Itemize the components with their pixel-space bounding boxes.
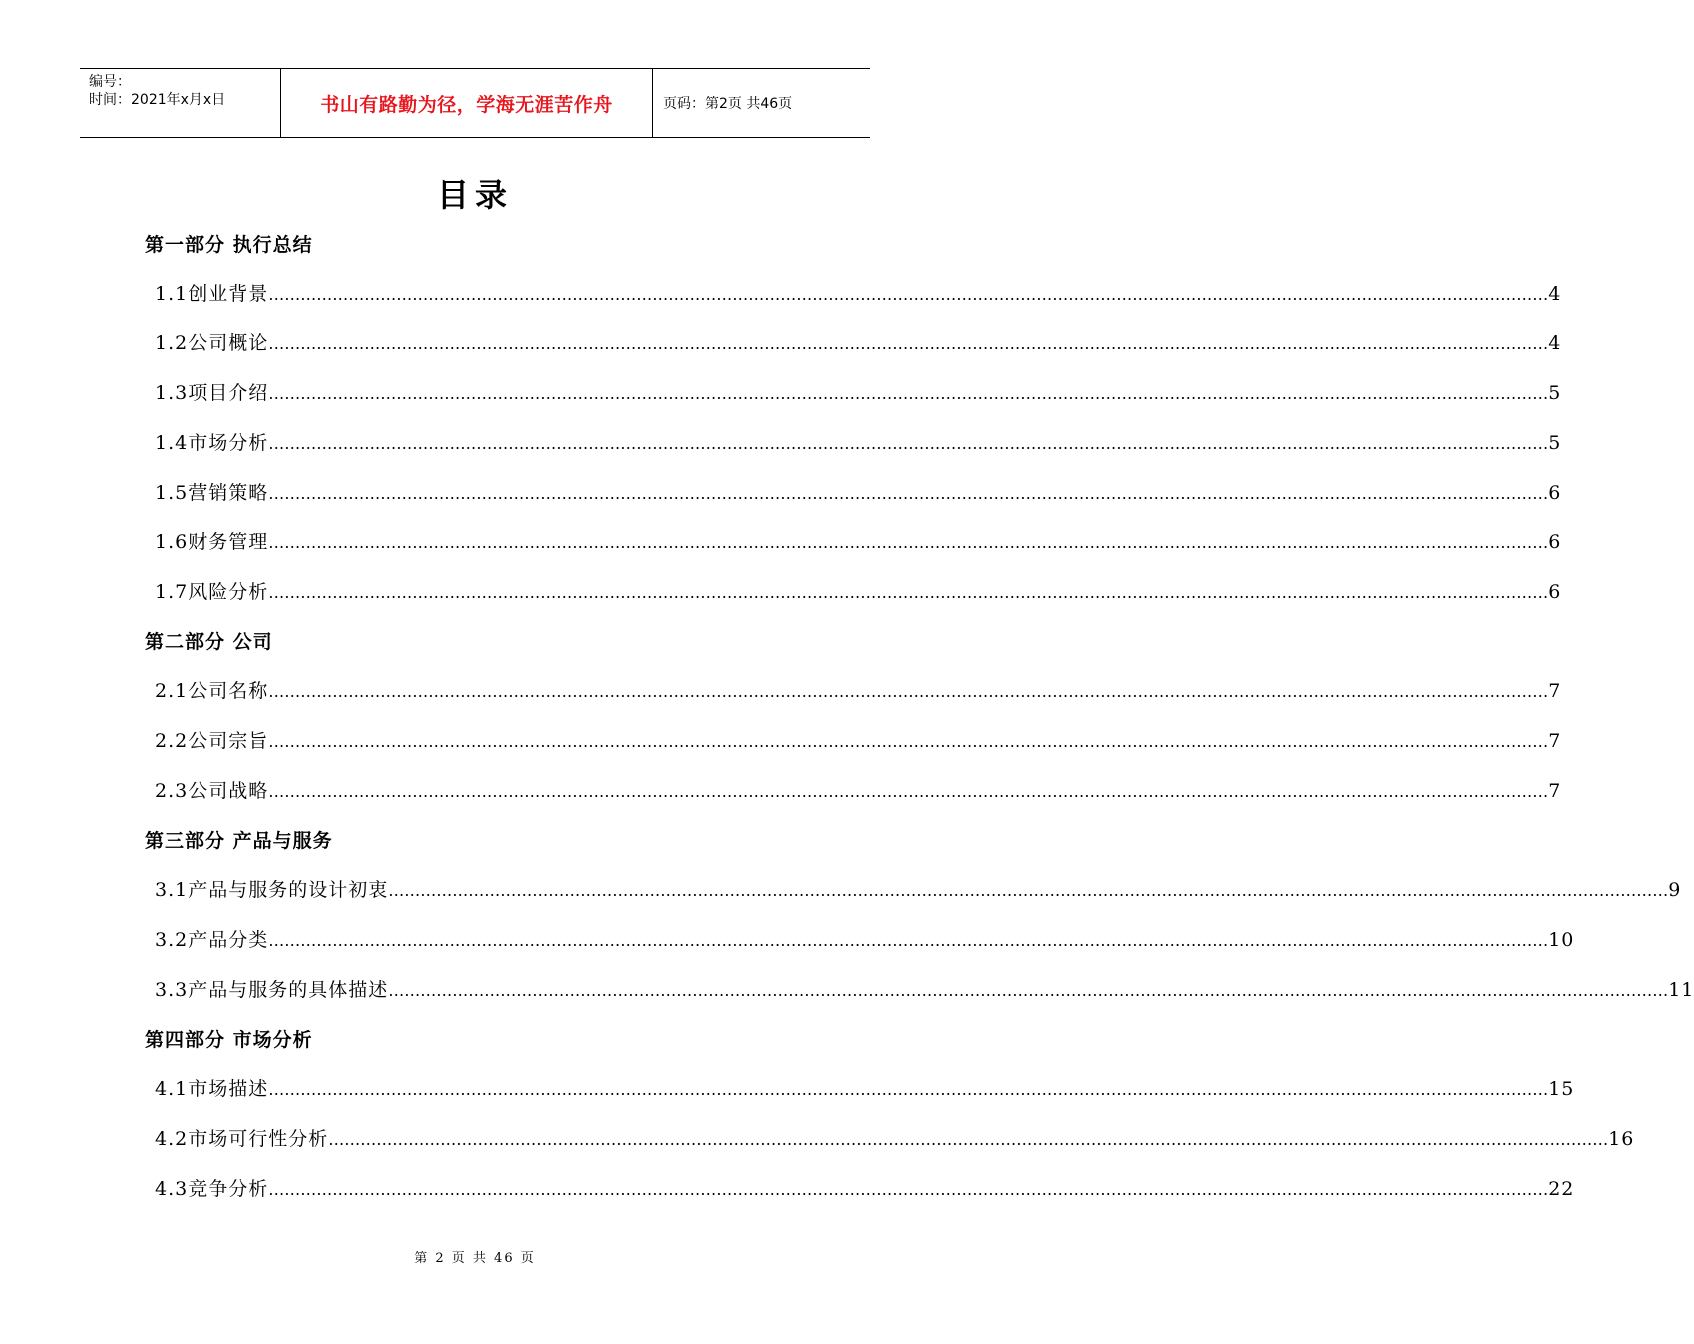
toc-entry-page: 4	[1548, 283, 1562, 305]
toc-entry[interactable]	[155, 925, 1575, 951]
toc-entry-label: 1.3项目介绍	[155, 382, 269, 404]
toc-entry[interactable]	[155, 478, 1562, 504]
toc-entry[interactable]	[155, 1074, 1575, 1100]
toc-entry[interactable]	[155, 776, 1562, 802]
toc-entry[interactable]	[155, 676, 1562, 702]
toc-entry[interactable]	[155, 378, 1562, 404]
toc-entry-page: 16	[1608, 1128, 1635, 1150]
toc-section-heading: 第二部分 公司	[145, 631, 273, 653]
toc-entry-label: 1.2公司概论	[155, 332, 269, 354]
toc-entry-label: 2.2公司宗旨	[155, 730, 269, 752]
toc-entry-page: 5	[1548, 382, 1562, 404]
time-label: 时间：2021年x月x日	[89, 92, 226, 108]
toc-entry-label: 1.6财务管理	[155, 531, 269, 553]
toc-entry-page: 9	[1668, 879, 1682, 901]
toc-leader-dots: ……………………………………………………………………………………………………………………………………………………………………………………………………………………	[268, 484, 1549, 503]
toc-leader-dots: ……………………………………………………………………………………………………………………………………………………………………………………………………………………	[268, 1180, 1549, 1199]
toc-entry-label: 1.1创业背景	[155, 283, 269, 305]
toc-entry-page: 10	[1548, 929, 1575, 951]
toc-leader-dots: ……………………………………………………………………………………………………………………………………………………………………………………………………………………	[268, 285, 1549, 304]
toc-entry[interactable]	[155, 428, 1562, 454]
toc-entry-page: 4	[1548, 332, 1562, 354]
toc-leader-dots: ……………………………………………………………………………………………………………………………………………………………………………………………………………………	[328, 1130, 1609, 1149]
header-meta	[80, 69, 281, 137]
toc-leader-dots: ……………………………………………………………………………………………………………………………………………………………………………………………………………………	[268, 434, 1549, 453]
toc-entry-label: 4.2市场可行性分析	[155, 1128, 329, 1150]
header-motto: 书山有路勤为径，学海无涯苦作舟	[281, 69, 653, 137]
toc-leader-dots: ……………………………………………………………………………………………………………………………………………………………………………………………………………………	[268, 583, 1549, 602]
toc-entry[interactable]	[155, 1124, 1635, 1150]
toc-entry-page: 7	[1548, 780, 1562, 802]
toc-entry[interactable]	[155, 726, 1562, 752]
number-label: 编号：	[89, 74, 131, 90]
toc-entry[interactable]	[155, 577, 1562, 603]
toc-leader-dots: ……………………………………………………………………………………………………………………………………………………………………………………………………………………	[268, 384, 1549, 403]
toc-entry-page: 22	[1548, 1178, 1575, 1200]
toc-leader-dots: ……………………………………………………………………………………………………………………………………………………………………………………………………………………	[388, 881, 1669, 900]
toc-entry-label: 1.4市场分析	[155, 432, 269, 454]
toc-entry-label: 3.1产品与服务的设计初衷	[155, 879, 389, 901]
toc-entry-page: 6	[1548, 482, 1562, 504]
toc-section-heading: 第一部分 执行总结	[145, 234, 313, 256]
toc-entry-label: 1.5营销策略	[155, 482, 269, 504]
toc-entry[interactable]	[155, 328, 1562, 354]
toc-entry-page: 7	[1548, 730, 1562, 752]
toc-leader-dots: ……………………………………………………………………………………………………………………………………………………………………………………………………………………	[268, 334, 1549, 353]
toc-leader-dots: ……………………………………………………………………………………………………………………………………………………………………………………………………………………	[268, 782, 1549, 801]
toc-leader-dots: ……………………………………………………………………………………………………………………………………………………………………………………………………………………	[268, 1080, 1549, 1099]
toc-entry-page: 5	[1548, 432, 1562, 454]
toc-entry-page: 11	[1668, 979, 1694, 1001]
toc-entry-label: 3.2产品分类	[155, 929, 269, 951]
toc-section-heading: 第四部分 市场分析	[145, 1029, 313, 1051]
toc-entry-label: 4.1市场描述	[155, 1078, 269, 1100]
toc-leader-dots: ……………………………………………………………………………………………………………………………………………………………………………………………………………………	[268, 533, 1549, 552]
toc-entry-page: 6	[1548, 581, 1562, 603]
toc-entry-label: 1.7风险分析	[155, 581, 269, 603]
header-page-info: 页码：第2页 共46页	[663, 96, 793, 112]
toc-leader-dots: ……………………………………………………………………………………………………………………………………………………………………………………………………………………	[268, 931, 1549, 950]
page-footer: 第 2 页 共 46 页	[414, 1251, 536, 1266]
toc-entry-label: 2.1公司名称	[155, 680, 269, 702]
toc-entry-page: 15	[1548, 1078, 1575, 1100]
toc-entry[interactable]	[155, 527, 1562, 553]
page-title: 目录	[436, 176, 513, 214]
toc-entry-page: 6	[1548, 531, 1562, 553]
toc-leader-dots: ……………………………………………………………………………………………………………………………………………………………………………………………………………………	[268, 732, 1549, 751]
toc-entry[interactable]	[155, 875, 1682, 901]
toc-entry-page: 7	[1548, 680, 1562, 702]
toc-entry[interactable]	[155, 279, 1562, 305]
toc-entry-label: 2.3公司战略	[155, 780, 269, 802]
toc-leader-dots: ……………………………………………………………………………………………………………………………………………………………………………………………………………………	[268, 682, 1549, 701]
toc-entry-label: 3.3产品与服务的具体描述	[155, 979, 389, 1001]
toc-entry[interactable]	[155, 1174, 1575, 1200]
toc-entry[interactable]	[155, 975, 1694, 1001]
toc-section-heading: 第三部分 产品与服务	[145, 830, 333, 852]
toc-leader-dots: ……………………………………………………………………………………………………………………………………………………………………………………………………………………	[388, 981, 1669, 1000]
document-header	[80, 68, 870, 138]
toc-entry-label: 4.3竞争分析	[155, 1178, 269, 1200]
